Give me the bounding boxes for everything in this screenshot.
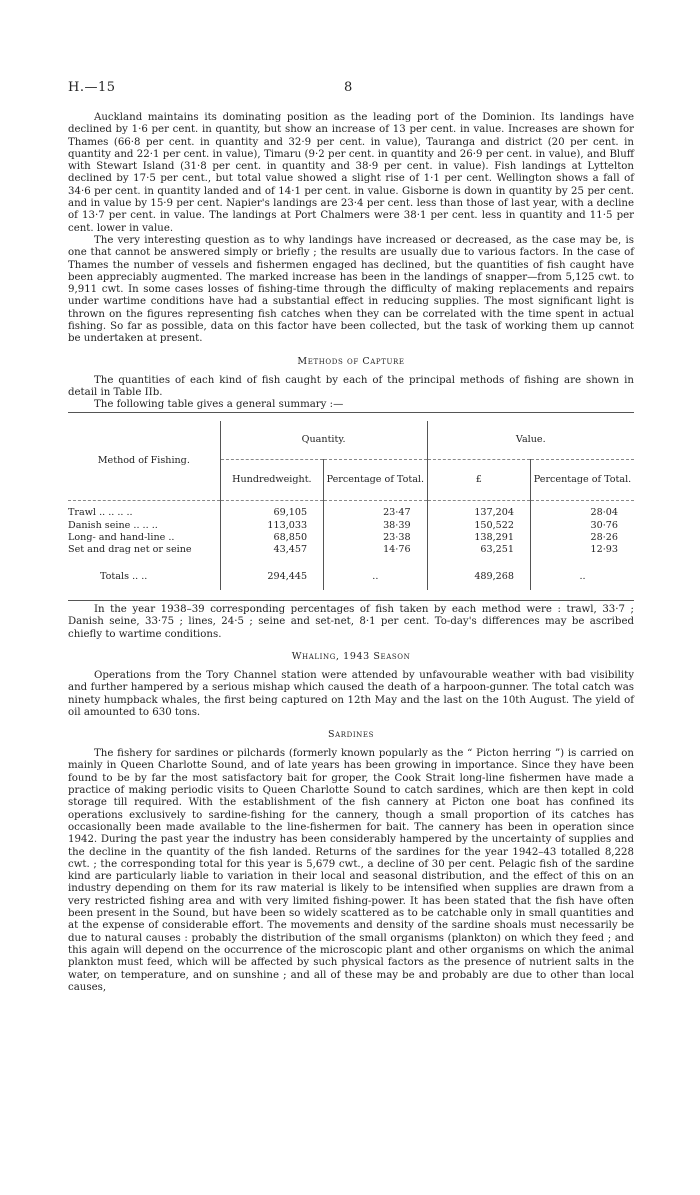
paragraph-landings-question: The very interesting question as to why landings have increased or decreased, as the case may be, is one that cannot be answered simply or briefly ; the results are usually due to various factors. In the case of Thames the number of vessels and fishermen engaged has declined, but the quantities of fish caught have been appreciably augmented. The marked increase has been in the landings of snapper—from 5,125 cwt. to 9,911 cwt. In some cases losses of fishing-time through the difficulty of making replacements and repairs under wartime conditions have had a substantial effect in reducing supplies. The most significant light is thrown on the figures representing fish catches when they can be correlated with the time spent in actual fishing. So far as possible, data on this factor have been collected, but the task of working them up cannot be undertaken at present. [68, 234, 634, 345]
col-header-quantity: Quantity. [220, 421, 427, 460]
col-header-value-percentage: Percentage of Total. [531, 459, 635, 500]
table-row [68, 544, 634, 562]
total-quantity-percentage: .. [324, 562, 427, 590]
heading-sardines: Sardines [327, 729, 375, 741]
heading-methods-of-capture: Methods of Capture [297, 355, 405, 367]
paragraph-methods: The quantities of each kind of fish caught by each of the principal methods of fishing are shown in detail in Table IIb. [68, 374, 634, 398]
paragraph-summary-intro: The following table gives a general summary :— [94, 399, 344, 411]
table-row [68, 519, 634, 531]
col-header-method: Method of Fishing. [97, 454, 190, 466]
page-number: 8 [344, 80, 353, 95]
col-header-hundredweight: Hundredweight. [220, 459, 323, 500]
cell-quantity-percentage: 38·39 [324, 519, 427, 531]
col-header-pounds: £ [427, 459, 530, 500]
cell-quantity-percentage: 14·76 [324, 544, 427, 562]
paragraph-sardines: The fishery for sardines or pilchards (formerly known popularly as the “ Picton herring ”) is carried on mainly in Queen Charlotte Sound, and of late years has been growing in importance. Since they have been found to be by far the most satisfactory bait for groper, the Cook Strait long-line fishermen have made a practice of making periodic visits to Queen Charlotte Sound to catch sardines, which are then kept in cold storage till required. With the establishment of the fish cannery at Picton one boat has confined its operations exclusively to sardine-fishing for the cannery, though a small proportion of its catches has occasionally been made available to the line-fishermen for bait. The cannery has been in operation since 1942. During the past year the industry has been considerably hampered by the uncertainty of supplies and the decline in the quantity of the fish landed. Returns of the sardines for the year 1942–43 totalled 8,228 cwt. ; the corresponding total for this year is 5,679 cwt., a decline of 30 per cent. Pelagic fish of the sardine kind are particularly liable to variation in their local and seasonal distribution, and the effect of this on an industry depending on them for its raw material is likely to be intensified when supplies are drawn from a very restricted fishing area and with very limited fishing-power. It has been stated that the fish have often been present in the Sound, but have been so widely scattered as to be catchable only in small quantities and at the expense of considerable effort. The movements and density of the sardine shoals must necessarily be due to natural causes : probably the distribution of the small organisms (plankton) on which they feed ; and this again will depend on the occurrence of the microscopic plant and other organisms on which the animal plankton must feed, which will be affected by such physical factors as the presence of nutrient salts in the water, on temperature, and on sunshine ; and all of these may be and probably are due to other than local causes, [68, 748, 634, 993]
cell-value-percentage: 30·76 [531, 519, 635, 531]
page-header [68, 80, 634, 100]
cell-hundredweight: 69,105 [220, 500, 323, 519]
col-header-quantity-percentage: Percentage of Total. [324, 459, 427, 500]
body-text [68, 112, 634, 994]
heading-whaling: Whaling, 1943 Season [291, 650, 411, 662]
cell-value: 150,522 [427, 519, 530, 531]
summary-table [68, 412, 634, 602]
cell-value: 137,204 [427, 500, 530, 519]
paragraph-auckland: Auckland maintains its dominating position as the leading port of the Dominion. Its landings have declined by 1·6 per cent. in quantity, but show an increase of 13 per cent. in value. Increases are shown for Thames (66·8 per cent. in quantity and 32·9 per cent. in value), Tauranga and district (20 per cent. in quantity and 22·1 per cent. in value), Timaru (9·2 per cent. in quantity and 26·9 per cent. in value), and Bluff with Stewart Island (31·8 per cent. in quantity and 38·9 per cent. in value). Fish landings at Lyttelton declined by 17·5 per cent., but total value showed a slight rise of 1·1 per cent. Wellington shows a fall of 34·6 per cent. in quantity landed and of 14·1 per cent. in value. Gisborne is down in quantity by 25 per cent. and in value by 15·9 per cent. Napier's landings are 23·4 per cent. less than those of last year, with a decline of 13·7 per cent. in value. The landings at Port Chalmers were 38·1 per cent. less in quantity and 11·5 per cent. lower in value. [68, 112, 634, 234]
cell-value: 63,251 [427, 544, 530, 562]
table-row [68, 531, 634, 543]
cell-quantity-percentage: 23·38 [324, 531, 427, 543]
cell-value-percentage: 28·04 [531, 500, 635, 519]
total-hundredweight: 294,445 [220, 562, 323, 590]
cell-value-percentage: 28·26 [531, 531, 635, 543]
totals-label: Totals .. .. [100, 570, 148, 582]
paragraph-1938-comparison: In the year 1938–39 corresponding percentages of fish taken by each method were : trawl, 33·7 ; Danish seine, 33·75 ; lines, 24·5 ; seine and set-net, 8·1 per cent. To-day's differences may be ascribed chiefly to wartime conditions. [68, 604, 634, 640]
cell-value-percentage: 12·93 [531, 544, 635, 562]
col-header-value: Value. [427, 421, 634, 460]
cell-hundredweight: 68,850 [220, 531, 323, 543]
table-row [68, 500, 634, 519]
cell-value: 138,291 [427, 531, 530, 543]
cell-hundredweight: 113,033 [220, 519, 323, 531]
total-value-percentage: .. [531, 562, 635, 590]
row-method: Set and drag net or seine [68, 544, 192, 556]
cell-quantity-percentage: 23·47 [324, 500, 427, 519]
paragraph-whaling: Operations from the Tory Channel station were attended by unfavourable weather with bad visibility and further hampered by a serious mishap which caused the death of a harpoon-gunner. The total catch was ninety humpback whales, the first being captured on 12th May and the last on the 10th August. The yield of oil amounted to 630 tons. [68, 669, 634, 718]
cell-hundredweight: 43,457 [220, 544, 323, 562]
row-method: Danish seine .. .. .. [68, 519, 158, 531]
document-code: H.—15 [68, 80, 116, 95]
totals-row [68, 562, 634, 590]
row-method: Trawl .. .. .. .. [68, 507, 133, 519]
row-method: Long- and hand-line .. [68, 532, 175, 543]
total-value: 489,268 [427, 562, 530, 590]
